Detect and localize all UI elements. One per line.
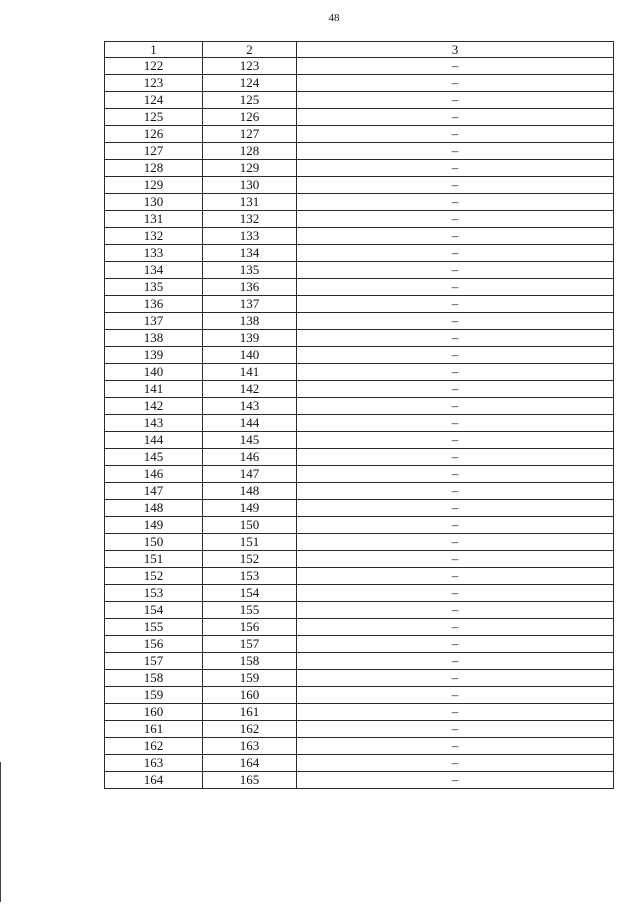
table-cell-col-3: – bbox=[297, 330, 614, 347]
table-cell-col-3: – bbox=[297, 738, 614, 755]
table-cell-col-1: 156 bbox=[105, 636, 203, 653]
table-row bbox=[105, 313, 614, 330]
table-cell-col-3: – bbox=[297, 432, 614, 449]
table-cell-col-2: 142 bbox=[203, 381, 297, 398]
table-cell-col-1: 139 bbox=[105, 347, 203, 364]
table-row bbox=[105, 636, 614, 653]
table-cell-col-1: 142 bbox=[105, 398, 203, 415]
table-cell-col-1: 145 bbox=[105, 449, 203, 466]
table-cell-col-1: 161 bbox=[105, 721, 203, 738]
table-row bbox=[105, 109, 614, 126]
table-cell-col-1: 153 bbox=[105, 585, 203, 602]
column-header-1: 1 bbox=[105, 42, 203, 58]
table-cell-col-3: – bbox=[297, 296, 614, 313]
table-row bbox=[105, 602, 614, 619]
table-cell-col-3: – bbox=[297, 602, 614, 619]
table-cell-col-2: 135 bbox=[203, 262, 297, 279]
table-cell-col-1: 155 bbox=[105, 619, 203, 636]
table-row bbox=[105, 432, 614, 449]
table-cell-col-2: 143 bbox=[203, 398, 297, 415]
table-row bbox=[105, 279, 614, 296]
table-cell-col-2: 150 bbox=[203, 517, 297, 534]
table-row bbox=[105, 619, 614, 636]
table-cell-col-1: 123 bbox=[105, 75, 203, 92]
scan-edge-line bbox=[0, 762, 1, 902]
table-cell-col-1: 144 bbox=[105, 432, 203, 449]
table-row bbox=[105, 126, 614, 143]
table-cell-col-3: – bbox=[297, 500, 614, 517]
table-cell-col-2: 148 bbox=[203, 483, 297, 500]
table-cell-col-1: 131 bbox=[105, 211, 203, 228]
table-cell-col-3: – bbox=[297, 619, 614, 636]
table-cell-col-1: 140 bbox=[105, 364, 203, 381]
table-cell-col-1: 149 bbox=[105, 517, 203, 534]
table-cell-col-2: 131 bbox=[203, 194, 297, 211]
table-cell-col-2: 161 bbox=[203, 704, 297, 721]
table-cell-col-1: 128 bbox=[105, 160, 203, 177]
table-cell-col-2: 160 bbox=[203, 687, 297, 704]
table-cell-col-1: 157 bbox=[105, 653, 203, 670]
table-cell-col-3: – bbox=[297, 228, 614, 245]
table-cell-col-3: – bbox=[297, 517, 614, 534]
table-cell-col-3: – bbox=[297, 143, 614, 160]
table-cell-col-1: 136 bbox=[105, 296, 203, 313]
table-cell-col-3: – bbox=[297, 279, 614, 296]
table-header bbox=[105, 42, 614, 58]
table-cell-col-3: – bbox=[297, 364, 614, 381]
table-cell-col-3: – bbox=[297, 636, 614, 653]
table-cell-col-2: 124 bbox=[203, 75, 297, 92]
table-cell-col-2: 152 bbox=[203, 551, 297, 568]
column-header-3: 3 bbox=[297, 42, 614, 58]
table-cell-col-2: 140 bbox=[203, 347, 297, 364]
table-cell-col-2: 144 bbox=[203, 415, 297, 432]
table-cell-col-1: 132 bbox=[105, 228, 203, 245]
table-cell-col-1: 150 bbox=[105, 534, 203, 551]
table-cell-col-3: – bbox=[297, 245, 614, 262]
table-row bbox=[105, 772, 614, 789]
table-row bbox=[105, 687, 614, 704]
table-cell-col-3: – bbox=[297, 704, 614, 721]
table-row bbox=[105, 364, 614, 381]
table-cell-col-2: 123 bbox=[203, 58, 297, 75]
table-cell-col-3: – bbox=[297, 313, 614, 330]
table-row bbox=[105, 75, 614, 92]
table-cell-col-1: 148 bbox=[105, 500, 203, 517]
table-cell-col-1: 154 bbox=[105, 602, 203, 619]
table-cell-col-3: – bbox=[297, 109, 614, 126]
table-row bbox=[105, 670, 614, 687]
table-cell-col-1: 135 bbox=[105, 279, 203, 296]
table-cell-col-1: 122 bbox=[105, 58, 203, 75]
table-cell-col-1: 146 bbox=[105, 466, 203, 483]
table-row bbox=[105, 500, 614, 517]
table-cell-col-3: – bbox=[297, 211, 614, 228]
table-header-row bbox=[105, 42, 614, 58]
table-row bbox=[105, 466, 614, 483]
table-cell-col-3: – bbox=[297, 466, 614, 483]
table-row bbox=[105, 211, 614, 228]
table-row bbox=[105, 738, 614, 755]
table-cell-col-1: 152 bbox=[105, 568, 203, 585]
table-cell-col-2: 137 bbox=[203, 296, 297, 313]
table-cell-col-2: 127 bbox=[203, 126, 297, 143]
table-cell-col-2: 164 bbox=[203, 755, 297, 772]
table-cell-col-2: 136 bbox=[203, 279, 297, 296]
table-cell-col-3: – bbox=[297, 126, 614, 143]
table-cell-col-2: 129 bbox=[203, 160, 297, 177]
table-row bbox=[105, 534, 614, 551]
table-cell-col-2: 145 bbox=[203, 432, 297, 449]
table-cell-col-2: 149 bbox=[203, 500, 297, 517]
table-row bbox=[105, 245, 614, 262]
table-row bbox=[105, 92, 614, 109]
table-row bbox=[105, 330, 614, 347]
table-cell-col-3: – bbox=[297, 398, 614, 415]
page-number: 48 bbox=[328, 12, 340, 24]
table-row bbox=[105, 721, 614, 738]
table-row bbox=[105, 160, 614, 177]
table-cell-col-2: 130 bbox=[203, 177, 297, 194]
table-cell-col-3: – bbox=[297, 483, 614, 500]
table-cell-col-2: 155 bbox=[203, 602, 297, 619]
table-cell-col-2: 139 bbox=[203, 330, 297, 347]
table-row bbox=[105, 585, 614, 602]
table-cell-col-1: 159 bbox=[105, 687, 203, 704]
table-cell-col-2: 126 bbox=[203, 109, 297, 126]
table-cell-col-2: 156 bbox=[203, 619, 297, 636]
table-row bbox=[105, 194, 614, 211]
table-row bbox=[105, 58, 614, 75]
table-cell-col-3: – bbox=[297, 58, 614, 75]
table-cell-col-2: 165 bbox=[203, 772, 297, 789]
table-cell-col-1: 160 bbox=[105, 704, 203, 721]
table-cell-col-1: 164 bbox=[105, 772, 203, 789]
table-cell-col-3: – bbox=[297, 262, 614, 279]
table-row bbox=[105, 483, 614, 500]
table-row bbox=[105, 517, 614, 534]
table-cell-col-2: 162 bbox=[203, 721, 297, 738]
table-cell-col-1: 138 bbox=[105, 330, 203, 347]
table-cell-col-2: 157 bbox=[203, 636, 297, 653]
table-cell-col-1: 151 bbox=[105, 551, 203, 568]
table-row bbox=[105, 347, 614, 364]
table-cell-col-2: 146 bbox=[203, 449, 297, 466]
table-cell-col-1: 133 bbox=[105, 245, 203, 262]
table-cell-col-3: – bbox=[297, 92, 614, 109]
table-cell-col-1: 125 bbox=[105, 109, 203, 126]
table-row bbox=[105, 398, 614, 415]
table-cell-col-3: – bbox=[297, 347, 614, 364]
table-cell-col-2: 159 bbox=[203, 670, 297, 687]
table-cell-col-1: 124 bbox=[105, 92, 203, 109]
table-row bbox=[105, 653, 614, 670]
table-cell-col-2: 128 bbox=[203, 143, 297, 160]
table-row bbox=[105, 415, 614, 432]
table-cell-col-1: 127 bbox=[105, 143, 203, 160]
table-cell-col-2: 138 bbox=[203, 313, 297, 330]
table-cell-col-1: 126 bbox=[105, 126, 203, 143]
table-cell-col-1: 162 bbox=[105, 738, 203, 755]
table-row bbox=[105, 262, 614, 279]
table-cell-col-1: 158 bbox=[105, 670, 203, 687]
table-row bbox=[105, 755, 614, 772]
table-row bbox=[105, 381, 614, 398]
table-cell-col-3: – bbox=[297, 772, 614, 789]
table-cell-col-2: 154 bbox=[203, 585, 297, 602]
table-cell-col-3: – bbox=[297, 653, 614, 670]
table-cell-col-2: 147 bbox=[203, 466, 297, 483]
table-cell-col-1: 129 bbox=[105, 177, 203, 194]
data-table bbox=[104, 41, 614, 789]
column-header-2: 2 bbox=[203, 42, 297, 58]
table-cell-col-1: 130 bbox=[105, 194, 203, 211]
table-row bbox=[105, 704, 614, 721]
table-cell-col-3: – bbox=[297, 75, 614, 92]
table-cell-col-1: 147 bbox=[105, 483, 203, 500]
table-cell-col-2: 133 bbox=[203, 228, 297, 245]
table-cell-col-3: – bbox=[297, 194, 614, 211]
table-cell-col-1: 163 bbox=[105, 755, 203, 772]
table-cell-col-2: 151 bbox=[203, 534, 297, 551]
table-cell-col-2: 153 bbox=[203, 568, 297, 585]
table-cell-col-3: – bbox=[297, 721, 614, 738]
table-cell-col-3: – bbox=[297, 415, 614, 432]
table-cell-col-3: – bbox=[297, 687, 614, 704]
table-cell-col-1: 134 bbox=[105, 262, 203, 279]
table-cell-col-3: – bbox=[297, 160, 614, 177]
table-row bbox=[105, 568, 614, 585]
table-cell-col-3: – bbox=[297, 585, 614, 602]
table-row bbox=[105, 449, 614, 466]
table-row bbox=[105, 551, 614, 568]
table-cell-col-3: – bbox=[297, 568, 614, 585]
table-row bbox=[105, 143, 614, 160]
table-cell-col-1: 141 bbox=[105, 381, 203, 398]
table-row bbox=[105, 296, 614, 313]
table-cell-col-2: 163 bbox=[203, 738, 297, 755]
table-cell-col-1: 137 bbox=[105, 313, 203, 330]
table-cell-col-2: 134 bbox=[203, 245, 297, 262]
table-cell-col-3: – bbox=[297, 449, 614, 466]
table-cell-col-2: 125 bbox=[203, 92, 297, 109]
table-cell-col-1: 143 bbox=[105, 415, 203, 432]
table-cell-col-3: – bbox=[297, 551, 614, 568]
table-cell-col-3: – bbox=[297, 177, 614, 194]
table-cell-col-3: – bbox=[297, 381, 614, 398]
table-cell-col-2: 132 bbox=[203, 211, 297, 228]
table-row bbox=[105, 177, 614, 194]
table-cell-col-3: – bbox=[297, 534, 614, 551]
table-cell-col-2: 141 bbox=[203, 364, 297, 381]
table-cell-col-3: – bbox=[297, 755, 614, 772]
table-cell-col-2: 158 bbox=[203, 653, 297, 670]
table-row bbox=[105, 228, 614, 245]
table-cell-col-3: – bbox=[297, 670, 614, 687]
table-body bbox=[105, 58, 614, 789]
